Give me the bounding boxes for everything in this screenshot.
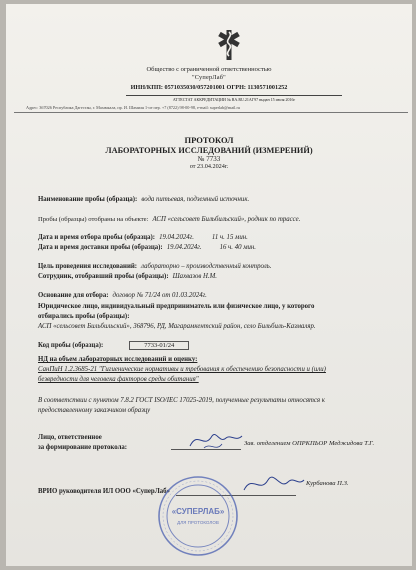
protocol-date: от 23.04.2024г. bbox=[189, 163, 229, 170]
title-protocol: ПРОТОКОЛ bbox=[184, 135, 234, 145]
employee-row bbox=[38, 265, 217, 283]
delivery-time: 16 ч. 40 мин. bbox=[219, 244, 257, 251]
protocol-number: № 7733 bbox=[197, 155, 221, 163]
address-line: Адрес: 367026 Республика Дагестан, г. Махачкала, пр. И. Шамиля 1-ое пер. +7 (8722) 98-00-98, e-mail: superlab@mail.ru bbox=[26, 105, 240, 110]
object-row bbox=[38, 208, 300, 226]
conformity-line-1: В соответствии с пунктом 7.8.2 ГОСТ ISO/IEC 17025-2019, полученные результаты относятся к bbox=[38, 397, 325, 404]
responsible-role: Зав. отделением ОПРКПЬОР Меджидова Т.Г. bbox=[244, 440, 375, 447]
legal-entity-line-2: отбирались пробы (образцы): bbox=[38, 313, 130, 320]
sample-name-value: вода питьевая, подземный источник. bbox=[141, 196, 250, 203]
accreditation-line: АТТЕСТАТ АККРЕДИТАЦИИ № RA.RU.21АГ97 выдан 15 июля 2016г bbox=[126, 95, 342, 102]
organization-stamp-icon bbox=[156, 474, 240, 558]
sample-name-label: Наименование пробы (образца): bbox=[38, 196, 138, 203]
responsible-signature-icon bbox=[186, 424, 246, 454]
basis-row bbox=[38, 284, 207, 302]
org-line-1: Общество с ограниченной ответственностью bbox=[146, 66, 272, 73]
responsible-label-2: за формирование протокола: bbox=[38, 444, 128, 451]
medical-snake-logo-icon bbox=[216, 28, 242, 62]
basis-value: договор № 71/24 от 01.03.2024г. bbox=[112, 292, 207, 299]
delivery-datetime-label: Дата и время доставки пробы (образца): bbox=[38, 244, 163, 251]
sampling-date: 19.04.2024г. bbox=[159, 234, 194, 241]
sample-code-row bbox=[38, 334, 189, 352]
head-name: Курбанова П.З. bbox=[306, 480, 349, 487]
norms-line-1: СанПиН 1.2.3685-21 "Гигиенические нормативы и требования к обеспечению безопасности и (или) bbox=[38, 366, 326, 373]
sampling-datetime-label: Дата и время отбора пробы (образца): bbox=[38, 234, 156, 241]
object-label: Пробы (образцы) отобраны на объекте: bbox=[38, 216, 149, 223]
delivery-datetime-row bbox=[38, 236, 256, 254]
employee-label: Сотрудник, отобравший пробы (образцы): bbox=[38, 273, 169, 280]
norms-line-2: безвредности для человека факторов среды обитания" bbox=[38, 376, 199, 383]
sampling-time: 11 ч. 15 мин. bbox=[211, 234, 248, 241]
title-subtitle: ЛАБОРАТОРНЫХ ИССЛЕДОВАНИЙ (ИЗМЕРЕНИЙ) bbox=[105, 146, 313, 155]
sample-code-label: Код пробы (образца): bbox=[38, 342, 104, 349]
head-label: ВРИО руководителя ИЛ ООО «СуперЛаб» bbox=[38, 488, 170, 495]
purpose-value: лабораторно – производственный контроль. bbox=[141, 263, 272, 270]
protocol-page bbox=[6, 4, 412, 566]
legal-entity-value: АСП «сельсовет Бильбильский», 368796, РД, Магарамкентский район, село Бильбиль-Казмаляр. bbox=[38, 323, 316, 330]
basis-label: Основание для отбора: bbox=[38, 292, 109, 299]
org-line-2: "СуперЛаб" bbox=[192, 74, 226, 81]
sample-name-row bbox=[38, 188, 249, 206]
responsible-label-1: Лицо, ответственное bbox=[38, 434, 102, 441]
head-signature-icon bbox=[238, 464, 308, 498]
stamp-center-text: «СУПЕРЛАБ» bbox=[171, 507, 225, 516]
employee-value: Шахвазов Н.М. bbox=[172, 273, 217, 280]
legal-entity-line-1: Юридическое лицо, индивидуальный предприниматель или физическое лицо, у которого bbox=[38, 303, 315, 310]
object-value: АСП «сельсовет Бильбильский», родник по трассе. bbox=[152, 216, 301, 223]
conformity-line-2: предоставленному заказчиком образцу bbox=[38, 407, 151, 414]
norms-label: НД на объем лабораторных исследований и оценку: bbox=[38, 356, 198, 363]
inn-line: ИНН/КПП: 0571035030/057201001 ОГРН: 1130571001252 bbox=[130, 84, 288, 91]
stamp-sub-text: ДЛЯ ПРОТОКОЛОВ bbox=[177, 520, 219, 525]
sample-code-value: 7733-01/24 bbox=[129, 341, 189, 350]
purpose-label: Цель проведения исследований: bbox=[38, 263, 138, 270]
header-divider bbox=[14, 112, 408, 113]
delivery-date: 19.04.2024г. bbox=[166, 244, 202, 251]
